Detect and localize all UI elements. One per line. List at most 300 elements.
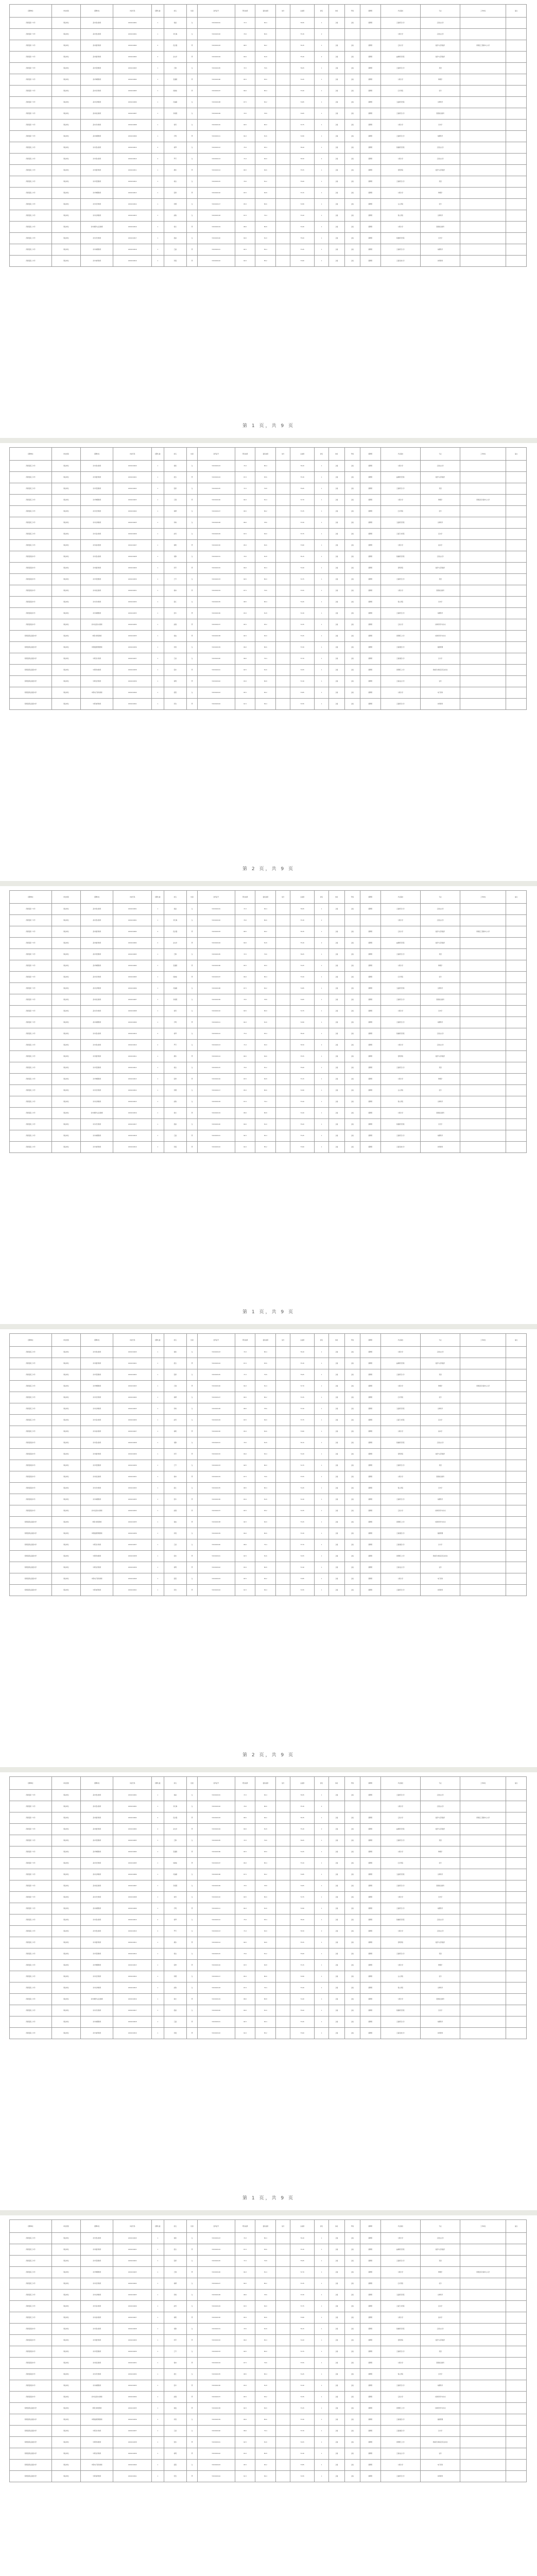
table-cell: 玉溪师范学院 <box>380 97 420 108</box>
table-cell: 洱源县邓川镇中心小学 <box>460 495 506 506</box>
table-cell: 拟聘用 <box>360 1562 380 1573</box>
table-cell: 5321010123 <box>198 461 235 472</box>
table-cell: 地理科学 <box>420 244 460 256</box>
table-cell <box>506 244 527 256</box>
table-cell: 计算机科学与技术 <box>420 1505 460 1517</box>
table-cell: 73.15 <box>290 1074 315 1085</box>
table-cell: 洱源县第三中学 <box>10 506 52 517</box>
table-row <box>10 699 527 710</box>
table-cell <box>506 188 527 199</box>
table-cell <box>460 1903 506 1914</box>
table-cell: 事业单位 <box>51 210 80 222</box>
table-cell: 2021010010 <box>113 1028 152 1040</box>
document-page <box>0 1772 537 2210</box>
table-cell: 汉语言文学 <box>420 1437 460 1449</box>
table-cell: 81.8 <box>255 608 276 619</box>
table-cell: 1 <box>315 495 329 506</box>
table-cell <box>460 1006 506 1017</box>
table-cell <box>276 1494 290 1505</box>
table-cell: 旅游管理 <box>420 2414 460 2426</box>
table-cell: 合格 <box>329 699 344 710</box>
table-cell: 5321010144 <box>198 699 235 710</box>
column-header: 招聘岗位 <box>81 448 113 461</box>
table-cell: 拟聘用 <box>360 1074 380 1085</box>
table-cell: 70.5 <box>235 551 255 563</box>
table-cell: 2021010036 <box>113 1528 152 1539</box>
table-cell: 合格 <box>329 642 344 653</box>
table-cell: 合格 <box>329 2369 344 2380</box>
table-cell: 76.35 <box>290 40 315 52</box>
table-cell: 事业单位 <box>51 472 80 483</box>
table-cell: 1 <box>315 2005 329 2016</box>
table-cell <box>276 529 290 540</box>
table-cell: 云南艺术学院 <box>380 2301 420 2312</box>
table-cell <box>460 574 506 585</box>
table-cell: 拟聘用 <box>360 2301 380 2312</box>
table-cell: 81.4 <box>255 1381 276 1392</box>
table-cell <box>460 222 506 233</box>
table-row <box>10 1926 527 1937</box>
table-cell <box>276 2380 290 2392</box>
table-cell: 合格 <box>329 653 344 665</box>
table-cell: 69.5 <box>235 1006 255 1017</box>
table-cell: 5321010124 <box>198 472 235 483</box>
table-cell: 5321010122 <box>198 256 235 267</box>
table-cell: 80.4 <box>255 1347 276 1358</box>
table-cell: 合格 <box>344 233 360 244</box>
table-cell: 2021010010 <box>113 154 152 165</box>
table-cell: 事业单位 <box>51 699 80 710</box>
table-cell: 洱源县职业高级中学 <box>10 2403 52 2414</box>
table-cell <box>506 1812 527 1824</box>
table-cell: 合格 <box>329 983 344 994</box>
table-row <box>10 1483 527 1494</box>
table-cell: 洱源县第二中学 <box>10 210 52 222</box>
table-row <box>10 631 527 642</box>
table-cell: 80.2 <box>255 2278 276 2290</box>
table-cell: 5321010123 <box>198 1347 235 1358</box>
table-cell: 拟聘用 <box>360 1062 380 1074</box>
table-cell <box>276 86 290 97</box>
table-cell <box>506 2414 527 2426</box>
table-cell: 70.0 <box>235 1948 255 1960</box>
table-cell: 5321010116 <box>198 188 235 199</box>
table-cell <box>276 1880 290 1892</box>
table-cell: 73.30 <box>290 2414 315 2426</box>
table-cell: 生物科学 <box>420 517 460 529</box>
table-row <box>10 551 527 563</box>
table-cell: 合格 <box>329 1539 344 1551</box>
column-header: 面试成绩 <box>255 448 276 461</box>
table-cell: 洱源县第一中学 <box>10 97 52 108</box>
table-cell: 84.6 <box>255 165 276 176</box>
column-header: 备注 <box>506 5 527 18</box>
table-cell: 合格 <box>344 2324 360 2335</box>
column-header: 毕业院校 <box>380 448 420 461</box>
table-cell <box>460 1040 506 1051</box>
table-cell: 洱源县第一中学 <box>10 960 52 972</box>
table-cell: 5321010143 <box>198 2460 235 2471</box>
table-cell: 1 <box>315 1460 329 1471</box>
table-cell: 合格 <box>329 1119 344 1130</box>
table-cell: 拟聘用 <box>360 74 380 86</box>
table-cell: 合格 <box>344 165 360 176</box>
table-cell: 79.6 <box>255 585 276 597</box>
table-cell: 1 <box>152 97 164 108</box>
table-cell: 73.60 <box>290 2028 315 2039</box>
table-cell: 2021010006 <box>113 983 152 994</box>
table-cell: 初中音乐教师 <box>81 529 113 540</box>
table-cell: 男 <box>186 1562 197 1573</box>
table-cell: 王静 <box>164 949 186 960</box>
table-cell: 拟聘用 <box>360 529 380 540</box>
table-cell: 2021010003 <box>113 63 152 74</box>
column-header: 总成绩 <box>290 2220 315 2233</box>
table-cell: 拟聘用 <box>360 517 380 529</box>
table-cell <box>506 74 527 86</box>
table-cell: 1 <box>315 1381 329 1392</box>
table-cell: 80.6 <box>255 2414 276 2426</box>
document-page <box>0 0 537 438</box>
column-header: 姓名 <box>164 2220 186 2233</box>
table-cell: 地理科学 <box>420 1017 460 1028</box>
table-cell: 女 <box>186 2233 197 2244</box>
table-cell: 5321010107 <box>198 1858 235 1869</box>
table-cell: 初中物理教师 <box>81 1381 113 1392</box>
table-cell <box>506 165 527 176</box>
table-cell: 拟聘用 <box>360 1483 380 1494</box>
table-cell: 5321010138 <box>198 631 235 642</box>
table-cell: 66.0 <box>235 1858 255 1869</box>
table-cell: 1 <box>315 2290 329 2301</box>
table-cell: 初中英语教师 <box>81 176 113 188</box>
table-cell: 73.85 <box>290 687 315 699</box>
table-cell: 72.70 <box>290 495 315 506</box>
table-cell: 云南师范大学 <box>380 18 420 29</box>
table-cell: 云南师范大学 <box>380 2380 420 2392</box>
table-cell: 化学 <box>420 1971 460 1982</box>
table-cell: 5321010121 <box>198 1130 235 1142</box>
table-row <box>10 1415 527 1426</box>
table-row <box>10 1835 527 1846</box>
table-cell: 合格 <box>329 1869 344 1880</box>
table-cell: 70.5 <box>235 994 255 1006</box>
table-cell: 80.4 <box>255 2369 276 2380</box>
table-cell: 1 <box>315 483 329 495</box>
table-cell <box>506 1449 527 1460</box>
table-cell: 合格 <box>344 631 360 642</box>
table-cell: 初中化学教师 <box>81 199 113 210</box>
table-cell: 5321010124 <box>198 2244 235 2256</box>
table-cell: 洱源县第二中学 <box>10 142 52 154</box>
table-cell: 合格 <box>344 1460 360 1471</box>
table-cell: 74.75 <box>290 1460 315 1471</box>
table-cell: 男 <box>186 1471 197 1483</box>
table-cell: 女 <box>186 597 197 608</box>
table-cell: 1 <box>315 1392 329 1403</box>
table-cell: 洱源县第三中学 <box>10 517 52 529</box>
table-cell: 合格 <box>344 1494 360 1505</box>
table-header-row <box>10 891 527 904</box>
table-cell: 2021010020 <box>113 1347 152 1358</box>
table-cell: 合格 <box>344 2278 360 2290</box>
table-cell: 5321010114 <box>198 165 235 176</box>
table-cell: 72.80 <box>290 1971 315 1982</box>
table-cell: 2021010040 <box>113 2460 152 2471</box>
table-cell: 2021010035 <box>113 1517 152 1528</box>
table-row <box>10 1982 527 1994</box>
table-cell: 63.5 <box>235 1074 255 1085</box>
table-cell: 1 <box>152 631 164 642</box>
table-cell: 1 <box>152 1960 164 1971</box>
table-row <box>10 2267 527 2278</box>
table-cell: 何丽娟 <box>164 97 186 108</box>
table-cell: 拟聘用 <box>360 2290 380 2301</box>
table-cell: 洱源县职业高级中学 <box>10 2426 52 2437</box>
table-row <box>10 676 527 687</box>
table-cell: 合格 <box>344 52 360 63</box>
table-cell: 段红 <box>164 2369 186 2380</box>
table-cell: 2021010038 <box>113 1551 152 1562</box>
table-cell: 73.30 <box>290 1528 315 1539</box>
table-cell: 2021010027 <box>113 540 152 551</box>
table-cell: 初中物理教师 <box>81 1074 113 1085</box>
table-cell: 男 <box>186 585 197 597</box>
table-cell: 合格 <box>344 2358 360 2369</box>
column-header: 岗位代码 <box>113 891 152 904</box>
table-cell: 初中数学教师 <box>81 1051 113 1062</box>
table-cell: 男 <box>186 2358 197 2369</box>
table-cell <box>276 1869 290 1880</box>
table-cell: 云南艺术学院 <box>380 529 420 540</box>
table-cell <box>460 1846 506 1858</box>
table-cell: 昆明理工大学 <box>380 2403 420 2414</box>
table-cell: 洱源县第一中学 <box>10 29 52 40</box>
table-cell <box>276 1119 290 1130</box>
table-cell: 初中历史教师 <box>81 233 113 244</box>
table-cell: 合格 <box>329 1994 344 2005</box>
table-cell: 2021010032 <box>113 1483 152 1494</box>
table-cell: 合格 <box>344 653 360 665</box>
table-row <box>10 2346 527 2358</box>
table-row <box>10 495 527 506</box>
table-cell <box>460 2414 506 2426</box>
table-cell: 5321010137 <box>198 1505 235 1517</box>
column-header: 拟聘用 <box>360 891 380 904</box>
table-cell: 1 <box>315 1948 329 1960</box>
table-cell: 洱源县第二中学 <box>10 1937 52 1948</box>
table-cell: 高中政治教师 <box>81 994 113 1006</box>
table-cell: 合格 <box>344 1051 360 1062</box>
table-cell: 事业单位 <box>51 2290 80 2301</box>
results-table <box>9 4 527 267</box>
table-cell: 1 <box>152 2301 164 2312</box>
table-cell <box>276 1994 290 2005</box>
table-cell <box>460 2460 506 2471</box>
table-cell: 初中生物教师 <box>81 1403 113 1415</box>
table-cell: 72.5 <box>235 63 255 74</box>
column-header: 招聘单位 <box>10 5 52 18</box>
table-cell: 王刚 <box>164 1381 186 1392</box>
table-cell: 大理大学 <box>380 2312 420 2324</box>
table-cell: 高中物理教师 <box>81 960 113 972</box>
table-cell <box>460 2392 506 2403</box>
table-cell: 拟聘用 <box>360 222 380 233</box>
table-cell: 拟聘用 <box>360 1403 380 1415</box>
table-cell <box>276 983 290 994</box>
table-cell: 女 <box>186 29 197 40</box>
table-cell: 思想政治教育 <box>420 994 460 1006</box>
table-cell <box>506 938 527 949</box>
table-row <box>10 1426 527 1437</box>
table-cell: 1 <box>315 1790 329 1801</box>
table-cell: 80.0 <box>255 574 276 585</box>
table-cell: 李军 <box>164 1449 186 1460</box>
column-header: 准考证号 <box>198 2220 235 2233</box>
table-cell: 81.8 <box>255 938 276 949</box>
table-cell: 云南大学 <box>380 2392 420 2403</box>
table-cell: 合格 <box>329 52 344 63</box>
table-cell: 合格 <box>329 1471 344 1483</box>
table-row <box>10 120 527 131</box>
table-cell <box>460 86 506 97</box>
table-cell <box>460 1539 506 1551</box>
table-cell: 1 <box>315 2233 329 2244</box>
table-cell: 81.0 <box>255 1119 276 1130</box>
table-cell: 赵雪 <box>164 1415 186 1426</box>
table-cell: 思想政治教育 <box>420 222 460 233</box>
table-cell: 初中历史教师 <box>81 2005 113 2016</box>
table-cell <box>460 2335 506 2346</box>
table-cell: 大理大学 <box>380 1006 420 1017</box>
table-cell: 历史学 <box>420 1006 460 1017</box>
table-cell: 合格 <box>344 585 360 597</box>
table-cell: 合格 <box>329 2426 344 2437</box>
table-row <box>10 2403 527 2414</box>
table-cell: 合格 <box>329 529 344 540</box>
table-cell: 洱源县第三中学 <box>10 2278 52 2290</box>
table-cell: 1 <box>315 2414 329 2426</box>
table-cell: 76.05 <box>290 949 315 960</box>
column-header: 面试成绩 <box>255 891 276 904</box>
table-cell: 79.6 <box>255 1471 276 1483</box>
table-cell: 生物科学 <box>420 1982 460 1994</box>
table-cell: 拟聘用 <box>360 2392 380 2403</box>
table-cell: 高中生物教师 <box>81 983 113 994</box>
table-cell: 玉溪师范学院 <box>380 1869 420 1880</box>
table-cell: 杨林 <box>164 585 186 597</box>
table-cell: 计算机科学与技术 <box>420 2392 460 2403</box>
table-cell: 事业单位 <box>51 1028 80 1040</box>
table-cell <box>460 529 506 540</box>
table-cell: 1 <box>152 461 164 472</box>
table-row <box>10 1358 527 1369</box>
table-cell: 合格 <box>344 2426 360 2437</box>
table-cell: 67.5 <box>235 585 255 597</box>
table-cell: 1 <box>152 1585 164 1596</box>
column-header: 备注 <box>506 2220 527 2233</box>
table-cell: 洱源县职业高级中学 <box>10 2448 52 2460</box>
table-cell: 合格 <box>329 244 344 256</box>
table-cell: 昆明理工大学 <box>380 631 420 642</box>
table-cell: 拟聘用 <box>360 472 380 483</box>
column-header: 单位类别 <box>51 2220 80 2233</box>
table-cell: 女 <box>186 551 197 563</box>
table-cell <box>460 2256 506 2267</box>
table-cell: 80.6 <box>255 1801 276 1812</box>
table-cell: 体育教育 <box>420 1585 460 1596</box>
table-cell: 女 <box>186 1369 197 1381</box>
column-header: 招聘人数 <box>152 1777 164 1790</box>
column-header: 排名 <box>315 448 329 461</box>
table-cell: 段杰 <box>164 472 186 483</box>
table-cell: 合格 <box>344 949 360 960</box>
table-cell: 云南民族大学 <box>380 256 420 267</box>
table-cell: 82.2 <box>255 687 276 699</box>
table-cell: 玉溪师范学院 <box>380 517 420 529</box>
table-cell <box>276 176 290 188</box>
table-cell: 5321010113 <box>198 1926 235 1937</box>
table-cell: 合格 <box>329 1528 344 1539</box>
table-cell: 拟聘用 <box>360 585 380 597</box>
table-cell: 云南师范大学 <box>380 994 420 1006</box>
column-header: 体检 <box>329 5 344 18</box>
table-cell: 1 <box>152 2346 164 2358</box>
table-cell: 72.0 <box>235 2233 255 2244</box>
table-cell <box>460 2346 506 2358</box>
table-cell <box>276 1051 290 1062</box>
table-cell: 云南艺术学院 <box>380 1415 420 1426</box>
table-cell: 合格 <box>344 1869 360 1880</box>
table-cell: 女 <box>186 529 197 540</box>
table-cell: 拟聘用 <box>360 210 380 222</box>
table-cell <box>460 1483 506 1494</box>
table-cell: 初中地理教师 <box>81 244 113 256</box>
table-cell: 1 <box>315 2016 329 2028</box>
table-cell: 初中信息技术教师 <box>81 2392 113 2403</box>
table-cell: 合格 <box>344 483 360 495</box>
table-cell: 初中地理教师 <box>81 1130 113 1142</box>
table-cell: 李燕 <box>164 642 186 653</box>
column-header: 毕业院校 <box>380 1334 420 1347</box>
table-cell: 拟聘用 <box>360 1880 380 1892</box>
table-cell <box>460 1347 506 1358</box>
table-cell: 李强 <box>164 1142 186 1153</box>
table-cell: 男 <box>186 972 197 983</box>
table-cell: 男 <box>186 540 197 551</box>
table-cell: 大理大学 <box>380 1801 420 1812</box>
table-cell: 初中生物教师 <box>81 517 113 529</box>
table-cell: 汉语言文学 <box>420 1347 460 1358</box>
table-cell: 化学 <box>420 199 460 210</box>
table-cell: 1 <box>315 1471 329 1483</box>
table-cell: 初中体育教师 <box>81 256 113 267</box>
table-cell: 5321010103 <box>198 40 235 52</box>
table-cell: 79.4 <box>255 653 276 665</box>
table-cell: 2021010015 <box>113 210 152 222</box>
table-cell: 初中语文教师 <box>81 2324 113 2335</box>
table-cell: 71.5 <box>235 1790 255 1801</box>
table-cell: 洱源县职业高级中学 <box>10 1528 52 1539</box>
table-cell: 大理大学 <box>380 1994 420 2005</box>
table-cell: 事业单位 <box>51 676 80 687</box>
table-cell: 1 <box>152 1790 164 1801</box>
table-cell <box>460 472 506 483</box>
table-cell: 男 <box>186 2312 197 2324</box>
table-cell: 初中化学教师 <box>81 1392 113 1403</box>
table-cell <box>276 2312 290 2324</box>
table-cell: 76.15 <box>290 551 315 563</box>
